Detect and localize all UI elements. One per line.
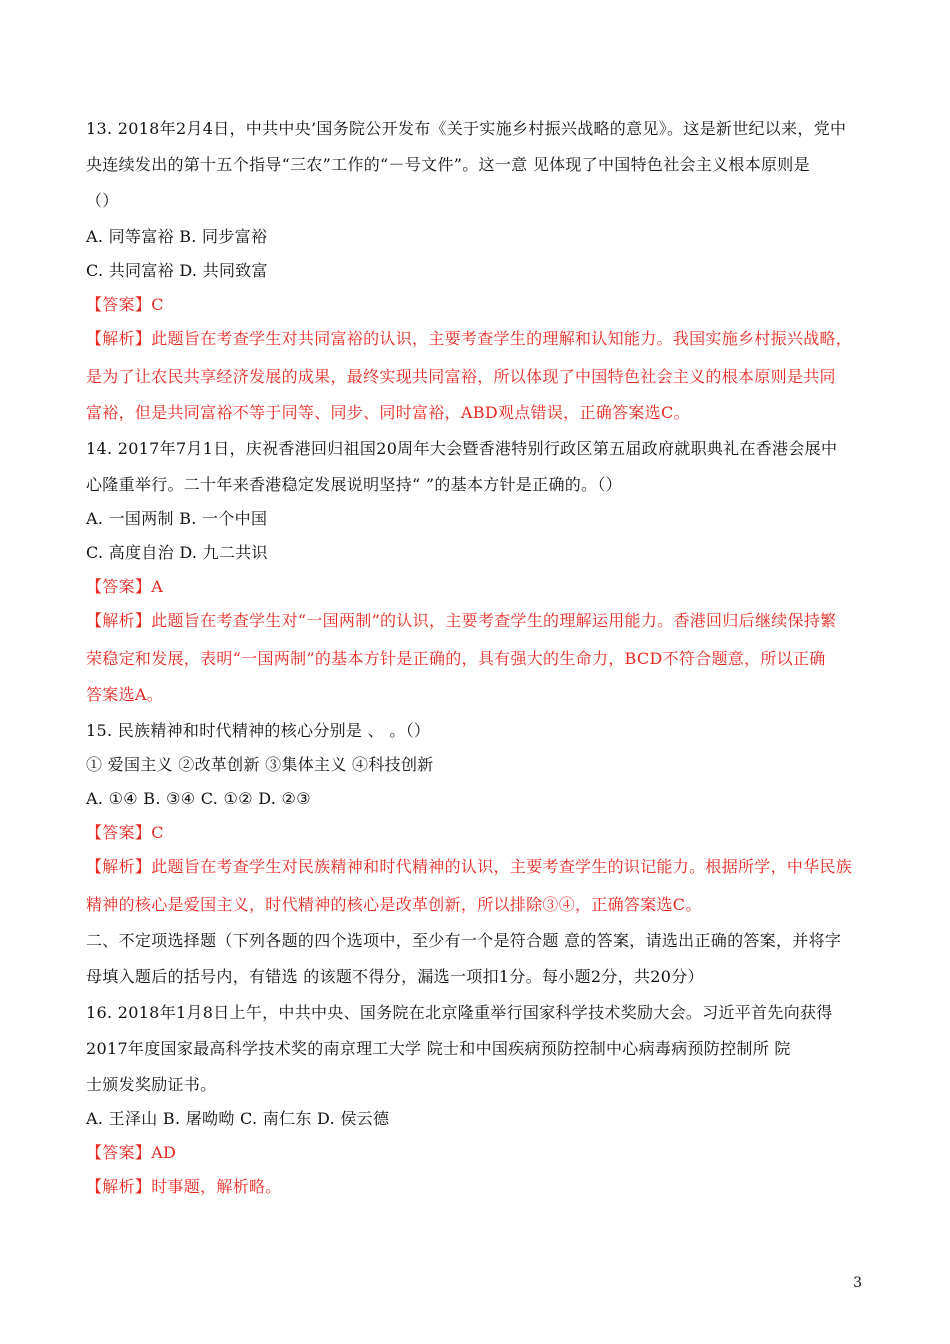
- q14-analysis-2: 荣稳定和发展，表明“一国两制”的基本方针是正确的，具有强大的生命力，BCD不符合题意，所以正确: [86, 649, 826, 668]
- q15-line-1: 15. 民族精神和时代精神的核心分别是 、 。（）: [86, 721, 431, 740]
- q13-analysis-2: 是为了让农民共享经济发展的成果，最终实现共同富裕，所以体现了中国特色社会主义的根本原则是共同: [86, 367, 836, 386]
- q13-options-ab: A. 同等富裕 B. 同步富裕: [86, 227, 268, 246]
- q13-line-2: 央连续发出的第十五个指导“三农”工作的“－号文件”。这一意 见体现了中国特色社会主义根本原则是: [86, 155, 810, 174]
- q14-analysis-3: 答案选A。: [86, 685, 164, 704]
- q14-line-1: 14. 2017年7月1日，庆祝香港回归祖国20周年大会暨香港特别行政区第五届政府就职典礼在香港会展中: [86, 439, 838, 458]
- q16-answer: 【答案】AD: [86, 1143, 177, 1162]
- q15-analysis-1: 【解析】此题旨在考查学生对民族精神和时代精神的认识，主要考查学生的识记能力。根据所学，中华民族: [86, 857, 853, 876]
- q13-answer: 【答案】C: [86, 295, 164, 314]
- q16-line-2: 2017年度国家最高科学技术奖的南京理工大学 院士和中国疾病预防控制中心病毒病预防控制所 院: [86, 1039, 791, 1058]
- q13-analysis-1: 【解析】此题旨在考查学生对共同富裕的认识，主要考查学生的理解和认知能力。我国实施乡村振兴战略，: [86, 329, 853, 348]
- q15-answer: 【答案】C: [86, 823, 164, 842]
- q14-line-2: 心隆重举行。二十年来香港稳定发展说明坚持“ ”的基本方针是正确的。（）: [86, 475, 622, 494]
- q14-analysis-1: 【解析】此题旨在考查学生对“一国两制”的认识，主要考查学生的理解运用能力。香港回归后继续保持繁: [86, 611, 837, 630]
- q15-analysis-2: 精神的核心是爱国主义，时代精神的核心是改革创新，所以排除③④，正确答案选C。: [86, 895, 702, 914]
- q13-line-1: 13. 2018年2月4日，中共中央’国务院公开发布《关于实施乡村振兴战略的意见》。这是新世纪以来，党中: [86, 119, 847, 138]
- page-number: 3: [853, 1275, 862, 1291]
- section-two-heading-2: 母填入题后的括号内，有错选 的该题不得分，漏选一项扣1分。每小题2分，共20分）: [86, 967, 704, 986]
- q15-options: A. ①④ B. ③④ C. ①② D. ②③: [86, 789, 311, 808]
- section-two-heading-1: 二、不定项选择题（下列各题的四个选项中，至少有一个是符合题 意的答案，请选出正确的答案，并将字: [86, 931, 842, 950]
- q14-options-cd: C. 高度自治 D. 九二共识: [86, 543, 268, 562]
- q14-options-ab: A. 一国两制 B. 一个中国: [86, 509, 268, 528]
- q16-options: A. 王泽山 B. 屠呦呦 C. 南仁东 D. 侯云德: [86, 1109, 390, 1128]
- q14-answer: 【答案】A: [86, 577, 164, 596]
- q16-line-3: 士颁发奖励证书。: [86, 1075, 217, 1094]
- q13-options-cd: C. 共同富裕 D. 共同致富: [86, 261, 268, 280]
- q16-line-1: 16. 2018年1月8日上午，中共中央、国务院在北京隆重举行国家科学技术奖励大会。习近平首先向获得: [86, 1003, 833, 1022]
- q13-analysis-3: 富裕，但是共同富裕不等于同等、同步、同时富裕，ABD观点错误，正确答案选C。: [86, 403, 690, 422]
- q13-line-3: （）: [86, 191, 119, 210]
- q16-analysis: 【解析】时事题，解析略。: [86, 1177, 282, 1196]
- q15-items: ① 爱国主义 ②改革创新 ③集体主义 ④科技创新: [86, 755, 434, 774]
